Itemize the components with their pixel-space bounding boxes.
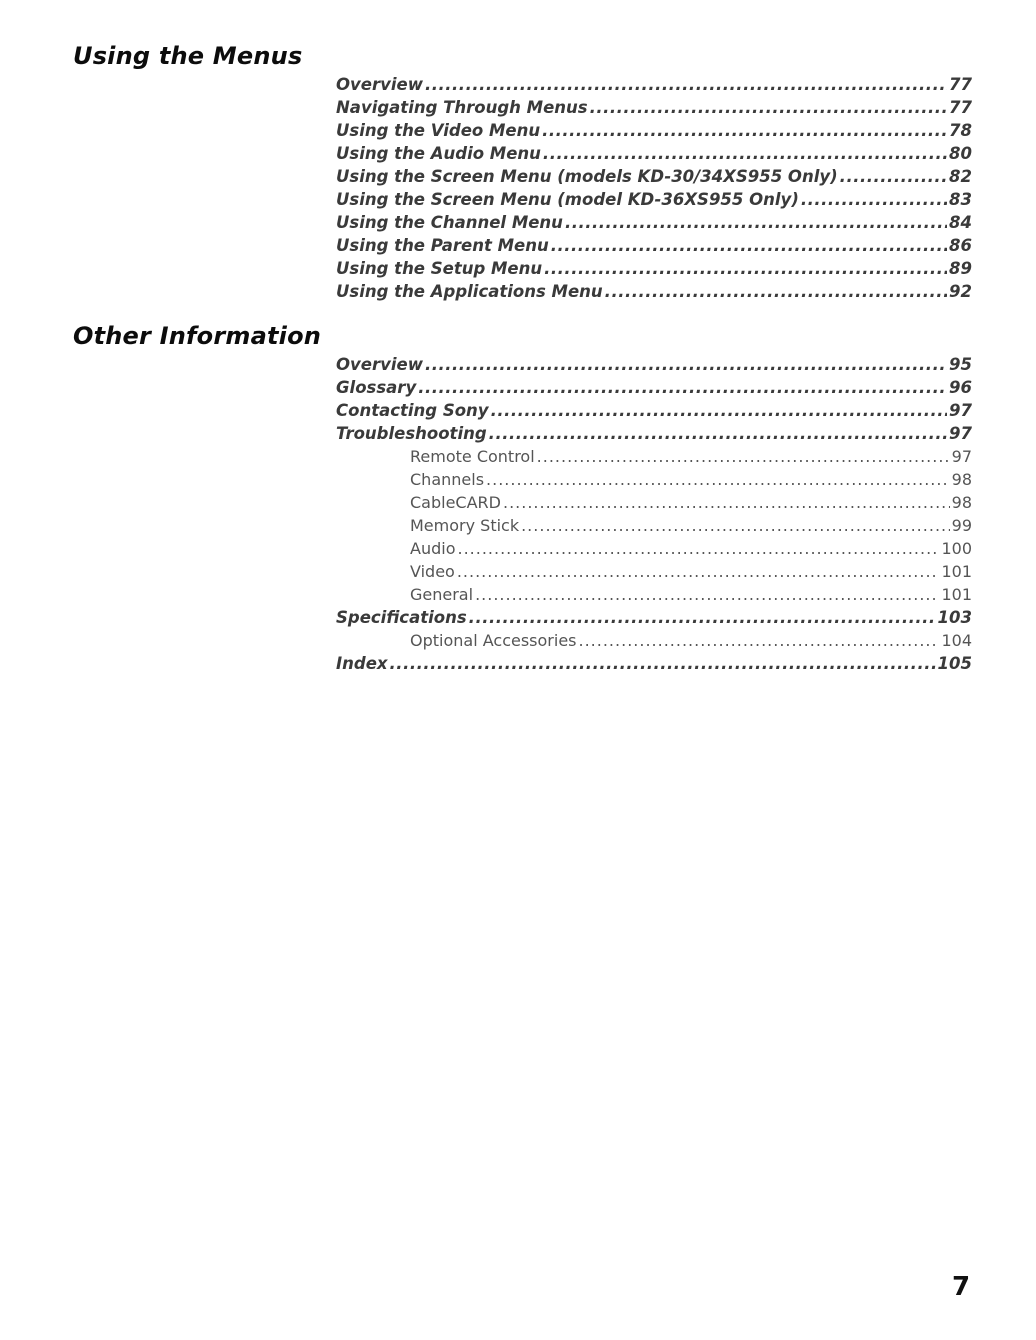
dot-leader: [537, 445, 950, 468]
toc-entry-label: Index: [336, 654, 388, 673]
dot-leader: [565, 211, 947, 234]
page-number: 7: [952, 1272, 971, 1302]
dot-leader: [425, 73, 947, 96]
toc-entry[interactable]: [336, 353, 972, 376]
toc-entry-page: 97: [951, 447, 972, 466]
toc-entry-page: 84: [949, 213, 972, 232]
toc-entry-label: Remote Control: [410, 447, 535, 466]
toc-entry-label: Audio: [410, 539, 456, 558]
toc-entry-page: 101: [941, 562, 972, 581]
toc-entry-page: 80: [949, 144, 972, 163]
section-title-other-information: Other Information: [73, 322, 322, 350]
toc-entry-label: Video: [410, 562, 455, 581]
dot-leader: [486, 468, 950, 491]
dot-leader: [418, 376, 947, 399]
dot-leader: [475, 583, 939, 606]
toc-entry-label: Troubleshooting: [336, 424, 487, 443]
toc-entry[interactable]: [336, 142, 972, 165]
toc-entry-page: 99: [951, 516, 972, 535]
toc-entry-label: Using the Applications Menu: [336, 282, 603, 301]
toc-entry-page: 89: [949, 259, 972, 278]
toc-subentry[interactable]: [336, 445, 972, 468]
toc-entry[interactable]: [336, 606, 972, 629]
toc-entry-label: Using the Audio Menu: [336, 144, 541, 163]
toc-subentry[interactable]: [336, 468, 972, 491]
section-title-using-the-menus: Using the Menus: [73, 42, 303, 70]
toc-subentry[interactable]: [336, 491, 972, 514]
dot-leader: [521, 514, 950, 537]
toc-entry-label: Using the Parent Menu: [336, 236, 549, 255]
toc-entry[interactable]: [336, 652, 972, 675]
toc-entry-label: Using the Setup Menu: [336, 259, 543, 278]
dot-leader: [457, 560, 940, 583]
toc-entry-page: 98: [951, 470, 972, 489]
dot-leader: [542, 119, 947, 142]
toc-entry-label: Glossary: [336, 378, 417, 397]
toc-entry-page: 97: [949, 401, 972, 420]
toc-entry[interactable]: [336, 280, 972, 303]
toc-entry-label: Navigating Through Menus: [336, 98, 588, 117]
toc-entry-label: Contacting Sony: [336, 401, 489, 420]
toc-entry-page: 105: [937, 654, 972, 673]
toc-list-other-information: [336, 353, 972, 675]
dot-leader: [491, 399, 947, 422]
toc-entry-page: 77: [949, 98, 972, 117]
dot-leader: [551, 234, 947, 257]
toc-entry-page: 104: [941, 631, 972, 650]
dot-leader: [590, 96, 947, 119]
dot-leader: [840, 165, 947, 188]
toc-entry[interactable]: [336, 422, 972, 445]
toc-entry-label: Using the Video Menu: [336, 121, 541, 140]
toc-entry-label: Channels: [410, 470, 485, 489]
toc-entry-page: 92: [949, 282, 972, 301]
toc-entry-page: 98: [951, 493, 972, 512]
toc-entry-page: 97: [949, 424, 972, 443]
toc-entry-label: Using the Screen Menu (models KD-30/34XS955 Only): [336, 167, 838, 186]
toc-entry[interactable]: [336, 96, 972, 119]
toc-entry[interactable]: [336, 257, 972, 280]
toc-entry-label: Optional Accessories: [410, 631, 577, 650]
toc-subentry[interactable]: [336, 629, 972, 652]
toc-entry-page: 86: [949, 236, 972, 255]
toc-entry-label: Overview: [336, 75, 423, 94]
toc-entry-page: 82: [949, 167, 972, 186]
toc-entry-label: Memory Stick: [410, 516, 520, 535]
toc-entry[interactable]: [336, 188, 972, 211]
toc-subentry[interactable]: [336, 560, 972, 583]
dot-leader: [489, 422, 947, 445]
toc-entry-page: 77: [949, 75, 972, 94]
toc-entry-page: 100: [941, 539, 972, 558]
dot-leader: [390, 652, 936, 675]
toc-subentry[interactable]: [336, 514, 972, 537]
toc-entry-page: 78: [949, 121, 972, 140]
toc-entry-label: Using the Screen Menu (model KD-36XS955 Only): [336, 190, 799, 209]
dot-leader: [543, 142, 947, 165]
dot-leader: [544, 257, 947, 280]
toc-entry-label: Specifications: [336, 608, 467, 627]
toc-entry[interactable]: [336, 119, 972, 142]
toc-entry-label: Overview: [336, 355, 423, 374]
dot-leader: [605, 280, 947, 303]
toc-entry[interactable]: [336, 234, 972, 257]
dot-leader: [801, 188, 947, 211]
toc-entry-page: 103: [937, 608, 972, 627]
toc-entry-label: CableCARD: [410, 493, 501, 512]
toc-entry-label: Using the Channel Menu: [336, 213, 563, 232]
dot-leader: [457, 537, 939, 560]
toc-entry[interactable]: [336, 165, 972, 188]
toc-subentry[interactable]: [336, 583, 972, 606]
toc-entry-label: General: [410, 585, 474, 604]
dot-leader: [425, 353, 947, 376]
dot-leader: [579, 629, 940, 652]
toc-entry[interactable]: [336, 73, 972, 96]
toc-entry[interactable]: [336, 376, 972, 399]
toc-subentry[interactable]: [336, 537, 972, 560]
toc-entry-page: 101: [941, 585, 972, 604]
toc-entry-page: 83: [949, 190, 972, 209]
dot-leader: [469, 606, 936, 629]
toc-entry[interactable]: [336, 399, 972, 422]
toc-list-using-the-menus: [336, 73, 972, 303]
toc-entry[interactable]: [336, 211, 972, 234]
toc-entry-page: 95: [949, 355, 972, 374]
toc-entry-page: 96: [949, 378, 972, 397]
dot-leader: [503, 491, 950, 514]
